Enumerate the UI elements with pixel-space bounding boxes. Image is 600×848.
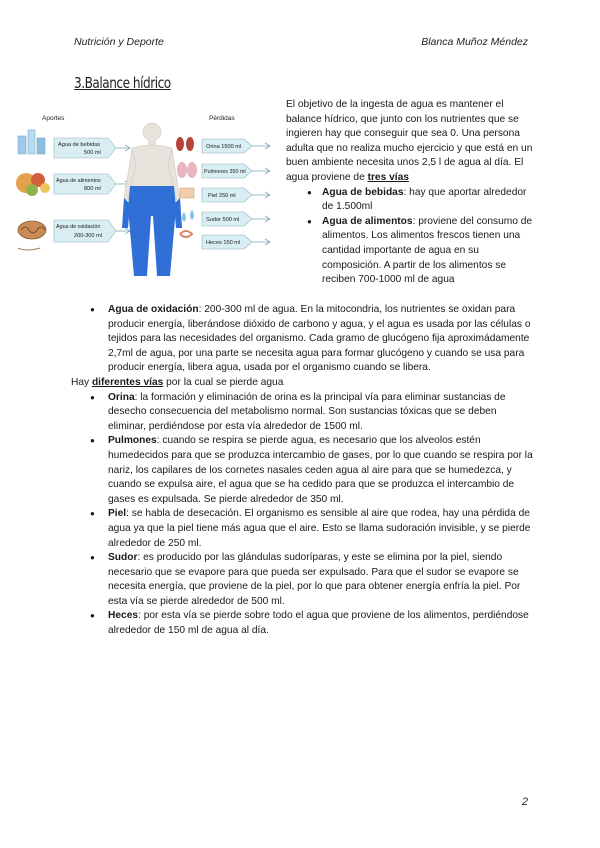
water-balance-diagram <box>12 108 282 280</box>
main-text-block <box>72 303 534 639</box>
svg-text:200-300 ml: 200-300 ml <box>74 233 102 239</box>
human-body-figure <box>122 123 182 276</box>
svg-text:Heces 150 ml: Heces 150 ml <box>206 240 241 246</box>
intro-paragraph: El objetivo de la ingesta de agua es mantener el balance hídrico, que junto con los nutrientes que se ingieren hay que conseguir que sea 0. Una persona adulta que no realiza mucho ejercicio y que está en un buen ambiente necesita unos 2,5 l de agua al día. El agua proviene de tres vías <box>286 99 533 183</box>
aportes-title: Aportes <box>42 115 65 122</box>
tres-vias-emphasis: tres vías <box>367 171 409 183</box>
perdida-pulmones-box <box>202 164 252 178</box>
svg-text:500 ml: 500 ml <box>84 150 101 156</box>
svg-text:800 ml: 800 ml <box>84 186 101 192</box>
svg-text:Agua de alimentos: Agua de alimentos <box>56 178 101 184</box>
list-item-sudor: ● Sudor: es producido por las glándulas sudoríparas, y este se elimina por la piel, siendo necesario que se evapore para que pueda ser expulsado. Para que el sudor se evapore se necesita energía, que proviene de la piel, por lo que para obtener energía enfría la piel. Por esta vía se pierde alrededor de 500 ml. <box>90 552 521 607</box>
svg-text:Agua de bebidas: Agua de bebidas <box>58 142 100 148</box>
list-item-pulmones: ● Pulmones: cuando se respira se pierde agua, es necesario que los alveolos estén humedecidos para que se produzca intercambio de gases, por lo que cuando se respira por la nariz, los capilares de los cornetes nasales ceden agua al aire para que se humedezca, y cuando se expulsa aire, el agua que se ha cedido para que se produzca el intercambio de gases es expulsada. Se pierde alrededor de 350 ml. <box>90 435 533 505</box>
list-item-oxidacion: ● Agua de oxidación: 200-300 ml de agua. En la mitocondria, los nutrientes se oxidan para producir energía, liberándose dióxido de carbono y agua, y el agua es usada por las células o tejidos para las necesidades del organismo. Cada gramo de glucógeno fija aproximádamente 2,7ml de agua, por una parte se necesita agua para formar glucógeno y cuando se usa para producir energía, libera agua, usada por el organismo cuando se libera. <box>90 304 531 374</box>
drinks-icon <box>18 130 45 154</box>
header-course: Nutrición y Deporte <box>74 36 164 48</box>
list-item-orina: ● Orina: la formación y eliminación de orina es la principal vía para eliminar sustancias de desecho consecuencia del metabolismo normal. Son sustancias tóxicas que se deben eliminar, perdiéndose por esta vía alrededor de 1500 ml. <box>90 391 506 432</box>
skin-icon <box>180 188 194 198</box>
perdida-sudor-box <box>202 212 252 226</box>
page-number: 2 <box>521 796 528 808</box>
aporte-bebidas-box <box>54 138 116 158</box>
list-item-piel: ● Piel: se habla de desecación. El organismo es sensible al aire que rodea, hay una pérdida de agua ya que la piel tiene más agua que el aire. Esto se llama sudoración invisible, y se pierde alrededor de 250 ml. <box>90 508 531 549</box>
perdidas-title: Pérdidas <box>209 115 235 122</box>
sweat-icon <box>182 210 194 222</box>
perdida-orina-box <box>202 139 252 153</box>
svg-text:Sudor 500 ml: Sudor 500 ml <box>206 217 240 223</box>
perdida-heces-box <box>202 235 252 249</box>
kidney-icon <box>176 137 194 151</box>
aporte-alimentos-box <box>54 174 116 194</box>
header-author: Blanca Muñoz Méndez <box>421 36 528 48</box>
vias-intro: Hay diferentes vías por la cual se pierde agua <box>71 376 284 388</box>
intestine-icon <box>180 231 192 237</box>
list-item-heces: ● Heces: por esta vía se pierde sobre todo el agua que proviene de los alimentos, perdiéndose alrededor de 150 ml de agua al día. <box>90 610 529 637</box>
diferentes-vias-emphasis: diferentes vías <box>91 376 164 388</box>
perdida-piel-box <box>202 188 252 202</box>
list-item-alimentos: ● Agua de alimentos: proviene del consumo de alimentos. Los alimentos frescos tienen una cantidad importante de agua en su composición. A partir de los alimentos se reciben 700-1000 ml de agua <box>286 215 534 288</box>
svg-text:Orina 1500 ml: Orina 1500 ml <box>206 144 242 150</box>
svg-text:Agua de oxidación: Agua de oxidación <box>56 224 101 230</box>
food-icon <box>16 173 50 196</box>
svg-text:Pulmones 350 ml: Pulmones 350 ml <box>204 169 246 175</box>
lungs-icon <box>177 162 197 178</box>
intro-text-block <box>286 98 534 288</box>
svg-text:Piel 250 ml: Piel 250 ml <box>208 193 236 199</box>
list-item-bebidas: ● Agua de bebidas: hay que aportar alrededor de 1.500ml <box>286 186 534 215</box>
aporte-oxidacion-box <box>54 220 116 242</box>
mitochondria-icon <box>18 221 46 250</box>
section-title: 3.Balance hídrico <box>74 74 171 92</box>
